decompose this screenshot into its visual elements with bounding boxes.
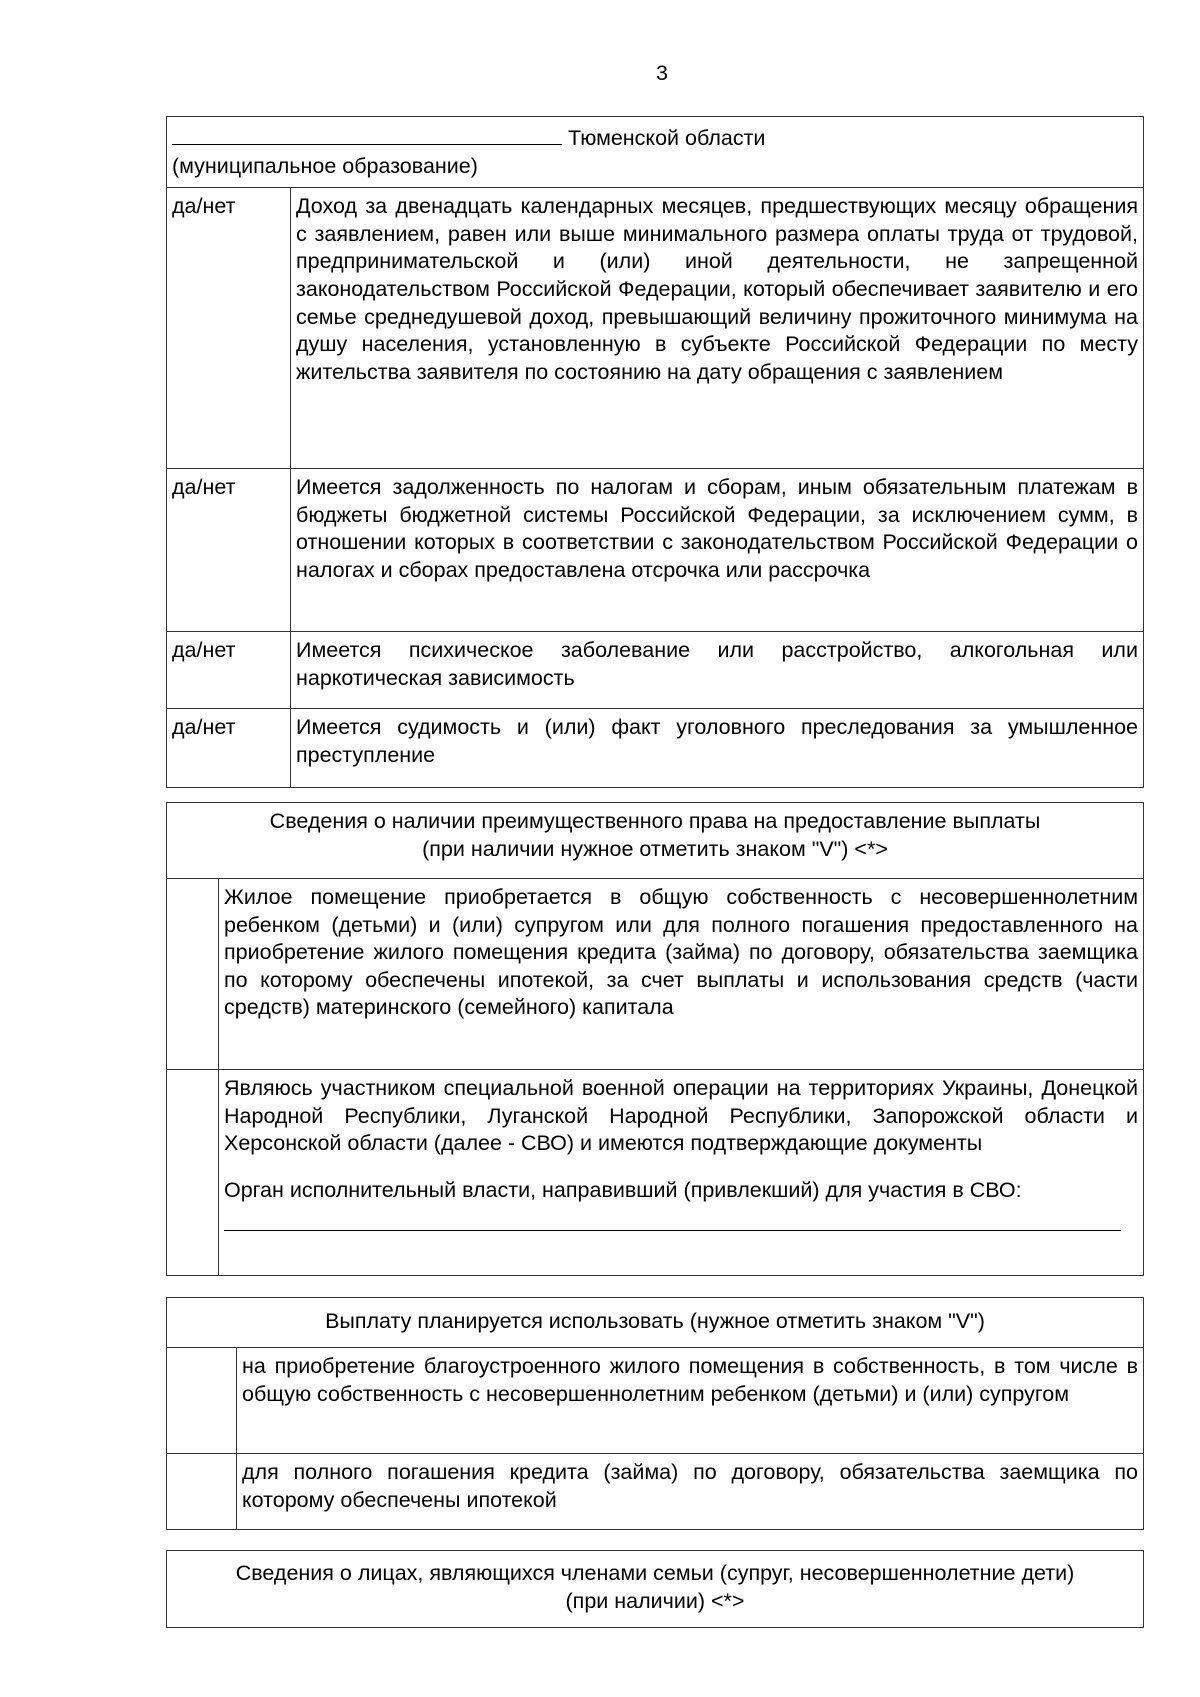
family-header-row [167,1551,1144,1628]
priority-text: Являюсь участником специальной военной операции на территориях Украины, Донецкой Народной Республики, Луганской Народной Республики, Запорожской области и Херсонской области (далее - СВО) и имеются подтверждающие документы [224,1076,1138,1156]
usage-row [167,1348,1144,1454]
answer-cell[interactable]: да/нет [167,469,291,632]
answer-cell[interactable]: да/нет [167,709,291,788]
priority-header [167,803,1144,879]
criteria-row [167,632,1144,709]
priority-header-line2: (при наличии нужное отметить знаком "V") <*> [422,836,888,861]
usage-text: для полного погашения кредита (займа) по договору, обязательства заемщика по которому обеспечены ипотекой [237,1454,1144,1530]
page-number: 3 [656,61,668,85]
priority-svo-cell [219,1070,1144,1276]
family-header [167,1551,1144,1628]
region-suffix: Тюменской области [568,126,766,150]
criteria-text: Имеется судимость и (или) факт уголовного преследования за умышленное преступление [291,709,1144,788]
criteria-text: Имеется психическое заболевание или расстройство, алкогольная или наркотическая зависимость [291,632,1144,709]
criteria-text: Имеется задолженность по налогам и сборам, иным обязательным платежам в бюджеты бюджетной системы Российской Федерации, за исключением сумм, в отношении которых в соответствии с законодательством Российской Федерации о налогах и сборах предоставлена отсрочка или рассрочка [291,469,1144,632]
municipality-caption: (муниципальное образование) [172,153,478,178]
usage-checkbox-cell[interactable] [167,1348,237,1454]
authority-input[interactable] [224,1208,1121,1231]
family-header-line2: (при наличии) <*> [565,1589,745,1613]
priority-checkbox-cell[interactable] [167,879,219,1070]
answer-cell[interactable]: да/нет [167,632,291,709]
usage-text: на приобретение благоустроенного жилого помещения в собственность, в том числе в общую собственность с несовершеннолетним ребенком (детьми) и (или) супругом [237,1348,1144,1454]
municipality-cell [167,117,1144,188]
authority-label: Орган исполнительный власти, направивший (привлекший) для участия в СВО: [224,1177,1022,1202]
priority-header-row [167,803,1144,879]
criteria-row [167,469,1144,632]
municipality-input[interactable] [172,122,562,145]
priority-table [166,802,1144,1276]
municipality-row [167,117,1144,188]
priority-text: Жилое помещение приобретается в общую собственность с несовершеннолетним ребенком (детьми) и (или) супругом или для полного погашения предоставленного на приобретение жилого помещения кредита (займа) по договору, обязательства заемщика по которому обеспечены ипотекой, за счет выплаты и использования средств (части средств) материнского (семейного) капитала [219,879,1144,1070]
usage-row [167,1454,1144,1530]
priority-checkbox-cell[interactable] [167,1070,219,1276]
family-header-line1: Сведения о лицах, являющихся членами семьи (супруг, несовершеннолетние дети) [235,1561,1075,1586]
usage-checkbox-cell[interactable] [167,1454,237,1530]
priority-header-line1: Сведения о наличии преимущественного права на предоставление выплаты [269,809,1041,833]
usage-table [166,1297,1144,1530]
priority-row [167,879,1144,1070]
priority-row [167,1070,1144,1276]
criteria-row [167,188,1144,469]
usage-header: Выплату планируется использовать (нужное отметить знаком "V") [167,1298,1144,1348]
answer-cell[interactable]: да/нет [167,188,291,469]
usage-header-row [167,1298,1144,1348]
criteria-table [166,116,1144,788]
criteria-row [167,709,1144,788]
criteria-text: Доход за двенадцать календарных месяцев, предшествующих месяцу обращения с заявлением, равен или выше минимального размера оплаты труда от трудовой, предпринимательской и (или) иной деятельности, не запрещенной законодательством Российской Федерации, который обеспечивает заявителю и его семье среднедушевой доход, превышающий величину прожиточного минимума на душу населения, установленную в субъекте Российской Федерации по месту жительства заявителя по состоянию на дату обращения с заявлением [291,188,1144,469]
family-table [166,1550,1144,1628]
